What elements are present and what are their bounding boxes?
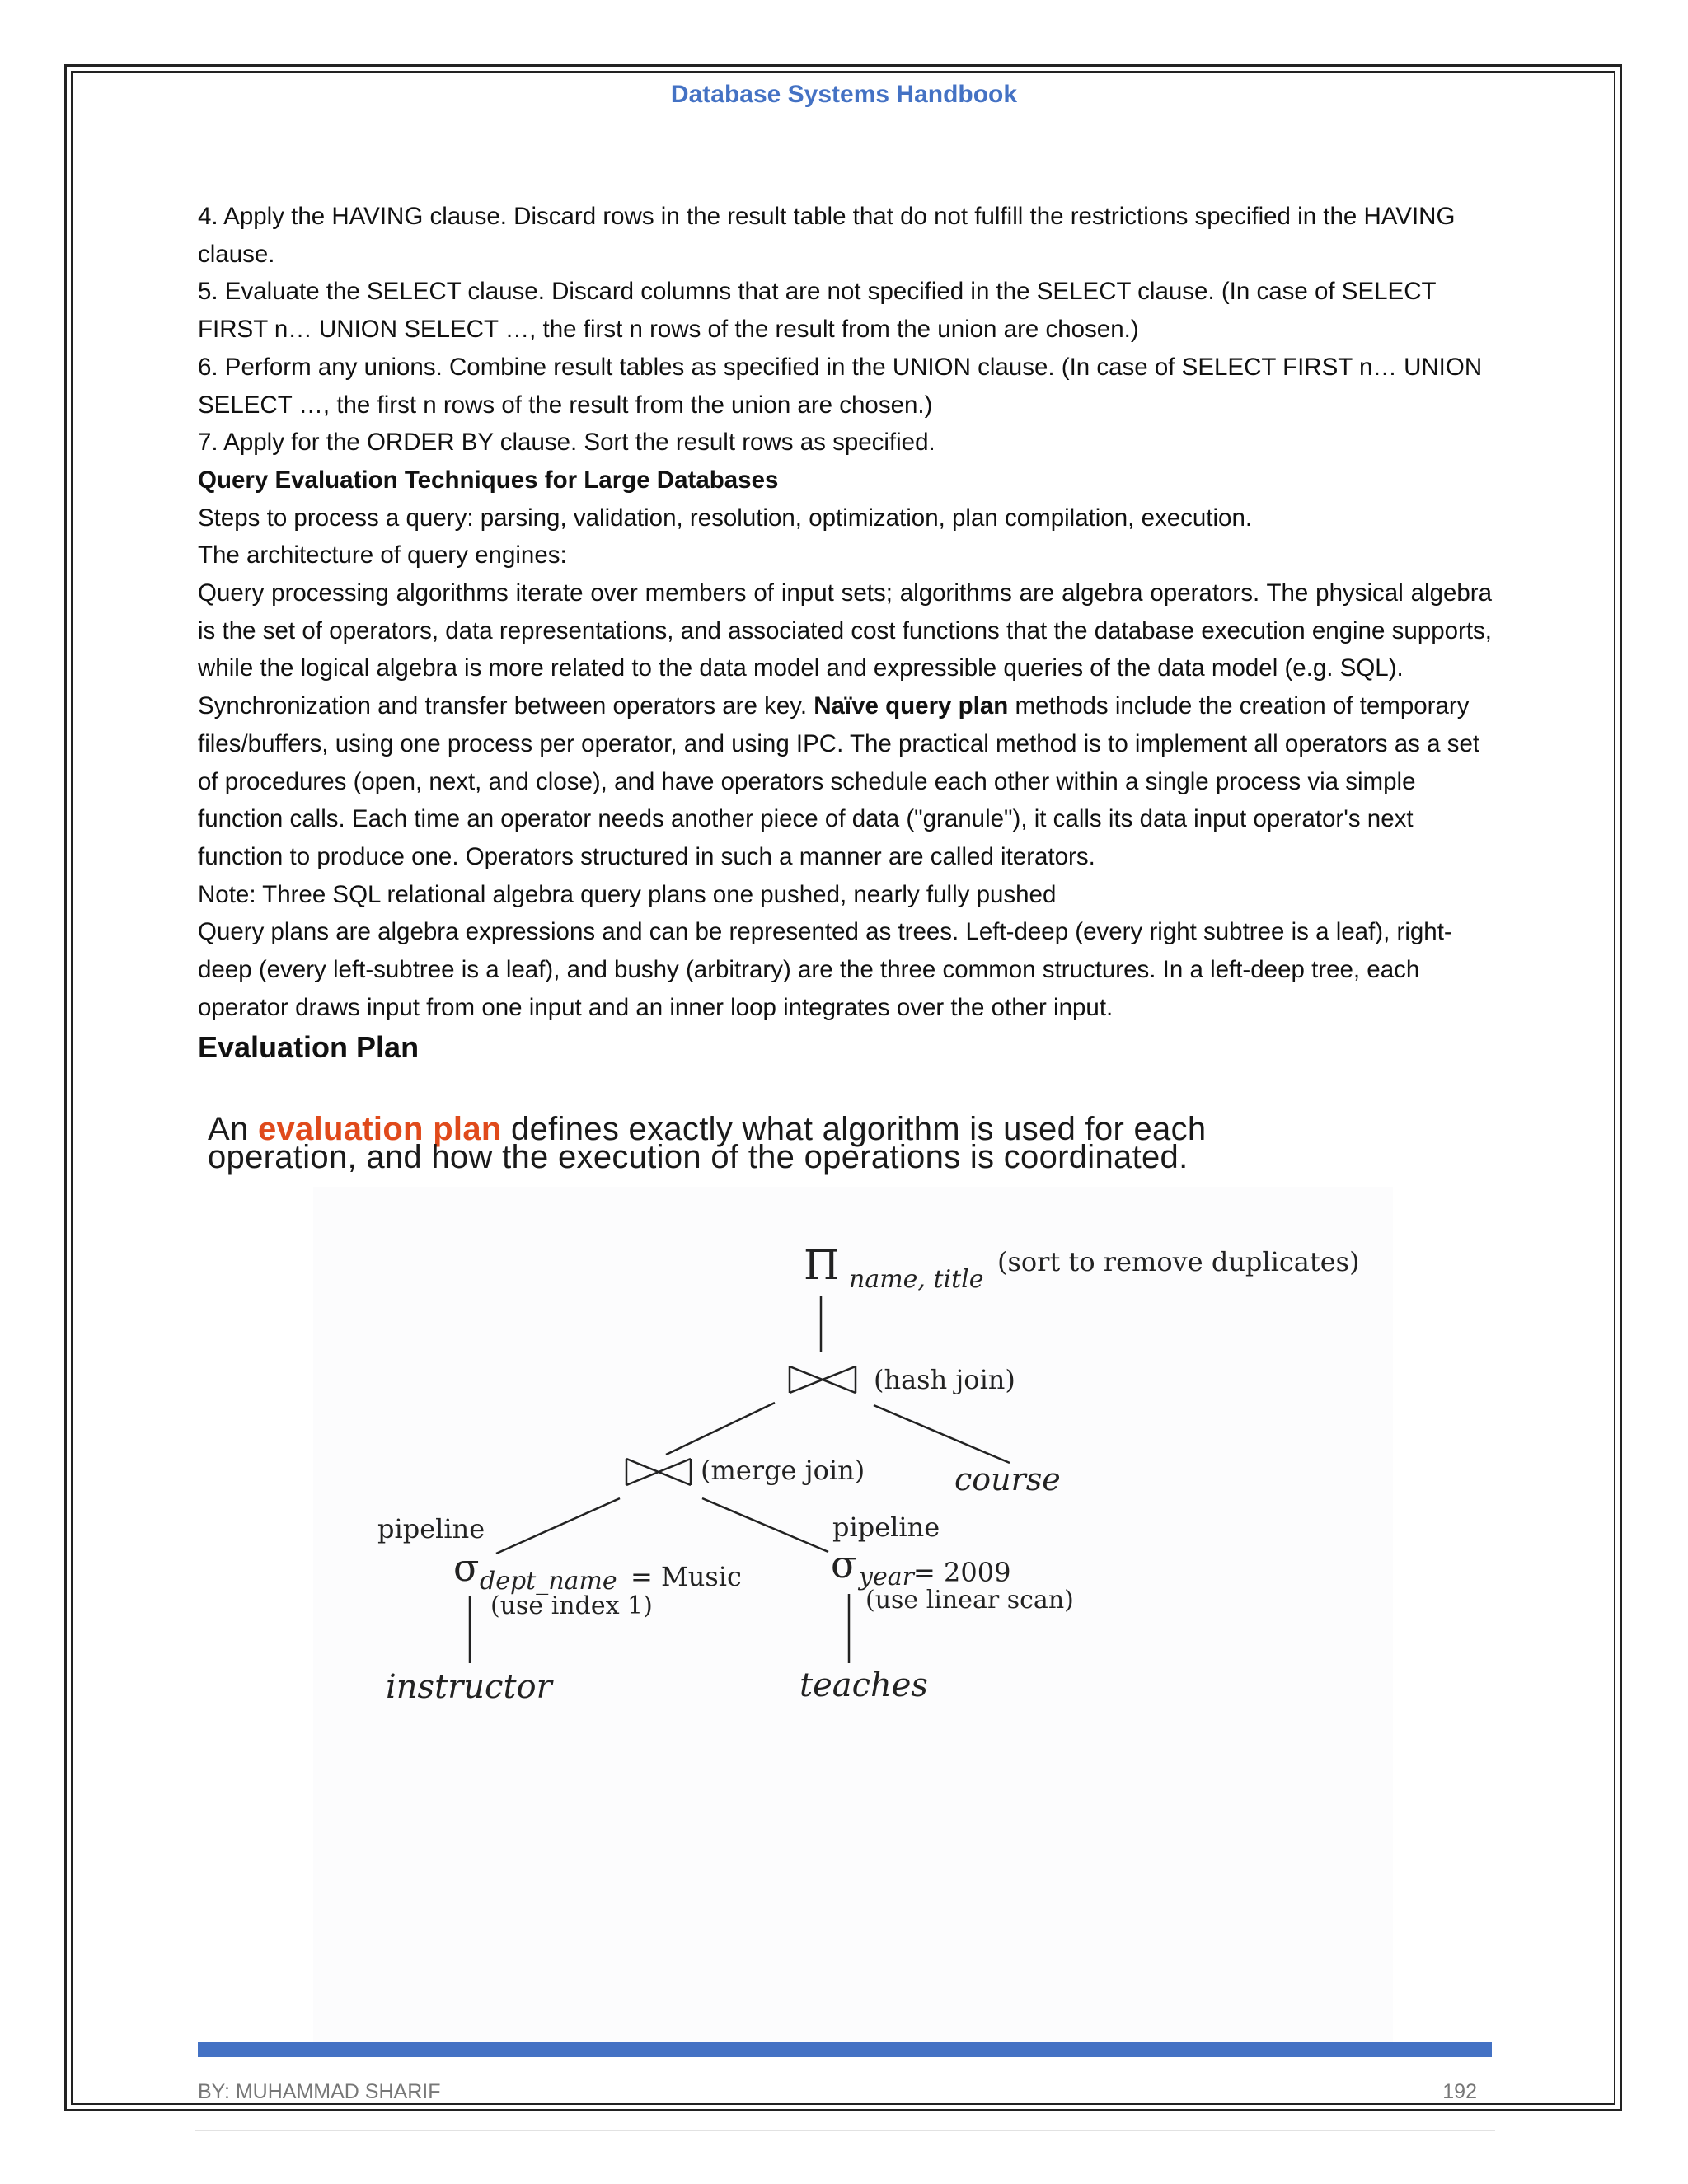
- selection-left-symbol: σ: [453, 1545, 480, 1590]
- body-text: [198, 198, 1492, 1067]
- sync-text-pre: Synchronization and transfer between operators are key.: [198, 692, 814, 720]
- selection-right-symbol: σ: [831, 1542, 857, 1586]
- edge-mergejoin-right: [702, 1498, 828, 1552]
- hash-join-icon: [790, 1366, 856, 1393]
- edge-hashjoin-course: [874, 1405, 1010, 1463]
- synchronization-paragraph: [198, 687, 1492, 876]
- teaches-relation: teaches: [799, 1666, 928, 1704]
- step-4: 4. Apply the HAVING clause. Discard rows in the result table that do not fulfill the restrictions specified in the HAVING clause.: [198, 203, 1456, 268]
- projection-note: (sort to remove duplicates): [997, 1246, 1360, 1277]
- definition-line-2: operation, and how the execution of the operations is coordinated.: [208, 1139, 1189, 1175]
- step-6: 6. Perform any unions. Combine result tables as specified in the UNION clause. (In case of SELECT FIRST n… UNION SELECT …, the first n rows of the result from the union are chosen.): [198, 353, 1483, 419]
- bottom-divider: [195, 2130, 1495, 2131]
- merge-join-label: (merge join): [701, 1455, 865, 1486]
- selection-right-note: (use linear scan): [865, 1586, 1074, 1615]
- naive-query-plan-term: Naïve query plan: [814, 692, 1009, 720]
- merge-join-icon: [626, 1459, 691, 1485]
- selection-right-value: = 2009: [913, 1557, 1011, 1588]
- instructor-relation: instructor: [386, 1668, 552, 1706]
- pipeline-right-label: pipeline: [832, 1511, 940, 1543]
- algorithms-paragraph: Query processing algorithms iterate over members of input sets; algorithms are algebra operators. The physical algebra is the set of operators, data representations, and associated cost functions that the database execution engine supports, while the logical algebra is more related to the data model and expressible queries of the data model (e.g. SQL).: [198, 579, 1492, 682]
- edge-mergejoin-left: [496, 1498, 620, 1554]
- step-5: 5. Evaluate the SELECT clause. Discard columns that are not specified in the SELECT clause. (In case of SELECT FIRST n… UNION SELECT …, the first n rows of the result from the union are chosen.): [198, 278, 1436, 344]
- selection-right-attribute: year: [859, 1563, 914, 1591]
- selection-left-value: = Music: [631, 1561, 742, 1592]
- footer-author: BY: MUHAMMAD SHARIF: [198, 2080, 441, 2103]
- evaluation-plan-highlight: evaluation plan: [257, 1111, 502, 1147]
- hash-join-label: (hash join): [874, 1364, 1015, 1395]
- selection-left-attribute: dept_name: [480, 1567, 617, 1596]
- definition-pre: An: [208, 1111, 258, 1147]
- definition-line-1-rest: defines exactly what algorithm is used for each: [501, 1111, 1207, 1147]
- steps-line: Steps to process a query: parsing, validation, resolution, optimization, plan compilation, execution.: [198, 504, 1253, 532]
- projection-attributes: name, title: [849, 1265, 984, 1294]
- footer-accent-bar: [198, 2042, 1492, 2057]
- projection-symbol: Π: [804, 1241, 840, 1289]
- course-relation: course: [954, 1461, 1061, 1497]
- note-line: Note: Three SQL relational algebra query plans one pushed, nearly fully pushed: [198, 880, 1057, 908]
- selection-left-note: (use index 1): [490, 1591, 653, 1620]
- evaluation-plan-definition: [208, 1111, 1493, 1175]
- evaluation-plan-diagram: [313, 1187, 1393, 2044]
- edge-hashjoin-mergejoin: [666, 1403, 775, 1455]
- evaluation-plan-tree: [313, 1187, 1393, 2044]
- step-7: 7. Apply for the ORDER BY clause. Sort the result rows as specified.: [198, 429, 935, 457]
- query-plans-paragraph: Query plans are algebra expressions and can be represented as trees. Left-deep (every right subtree is a leaf), right-deep (every left-subtree is a leaf), and bushy (arbitrary) are the three common structures. In a left-deep tree, each operator draws input from one input and an inner loop integrates over the other input.: [198, 918, 1452, 1021]
- architecture-line: The architecture of query engines:: [198, 541, 567, 569]
- page-header-title: Database Systems Handbook: [670, 81, 1018, 108]
- sync-text-post: methods include the creation of temporary files/buffers, using one process per operator, and using IPC. The practical method is to implement all operators as a set of procedures (open, next, and close), and have operators schedule each other within a single process via simple function calls. Each time an operator needs another piece of data ("granule"), it calls its data input operator's next function to produce one. Operators structured in such a manner are called iterators.: [198, 692, 1480, 870]
- query-evaluation-heading: Query Evaluation Techniques for Large Databases: [198, 466, 779, 494]
- page-number: 192: [1442, 2080, 1477, 2103]
- evaluation-plan-title: Evaluation Plan: [198, 1030, 420, 1065]
- pipeline-left-label: pipeline: [377, 1513, 485, 1544]
